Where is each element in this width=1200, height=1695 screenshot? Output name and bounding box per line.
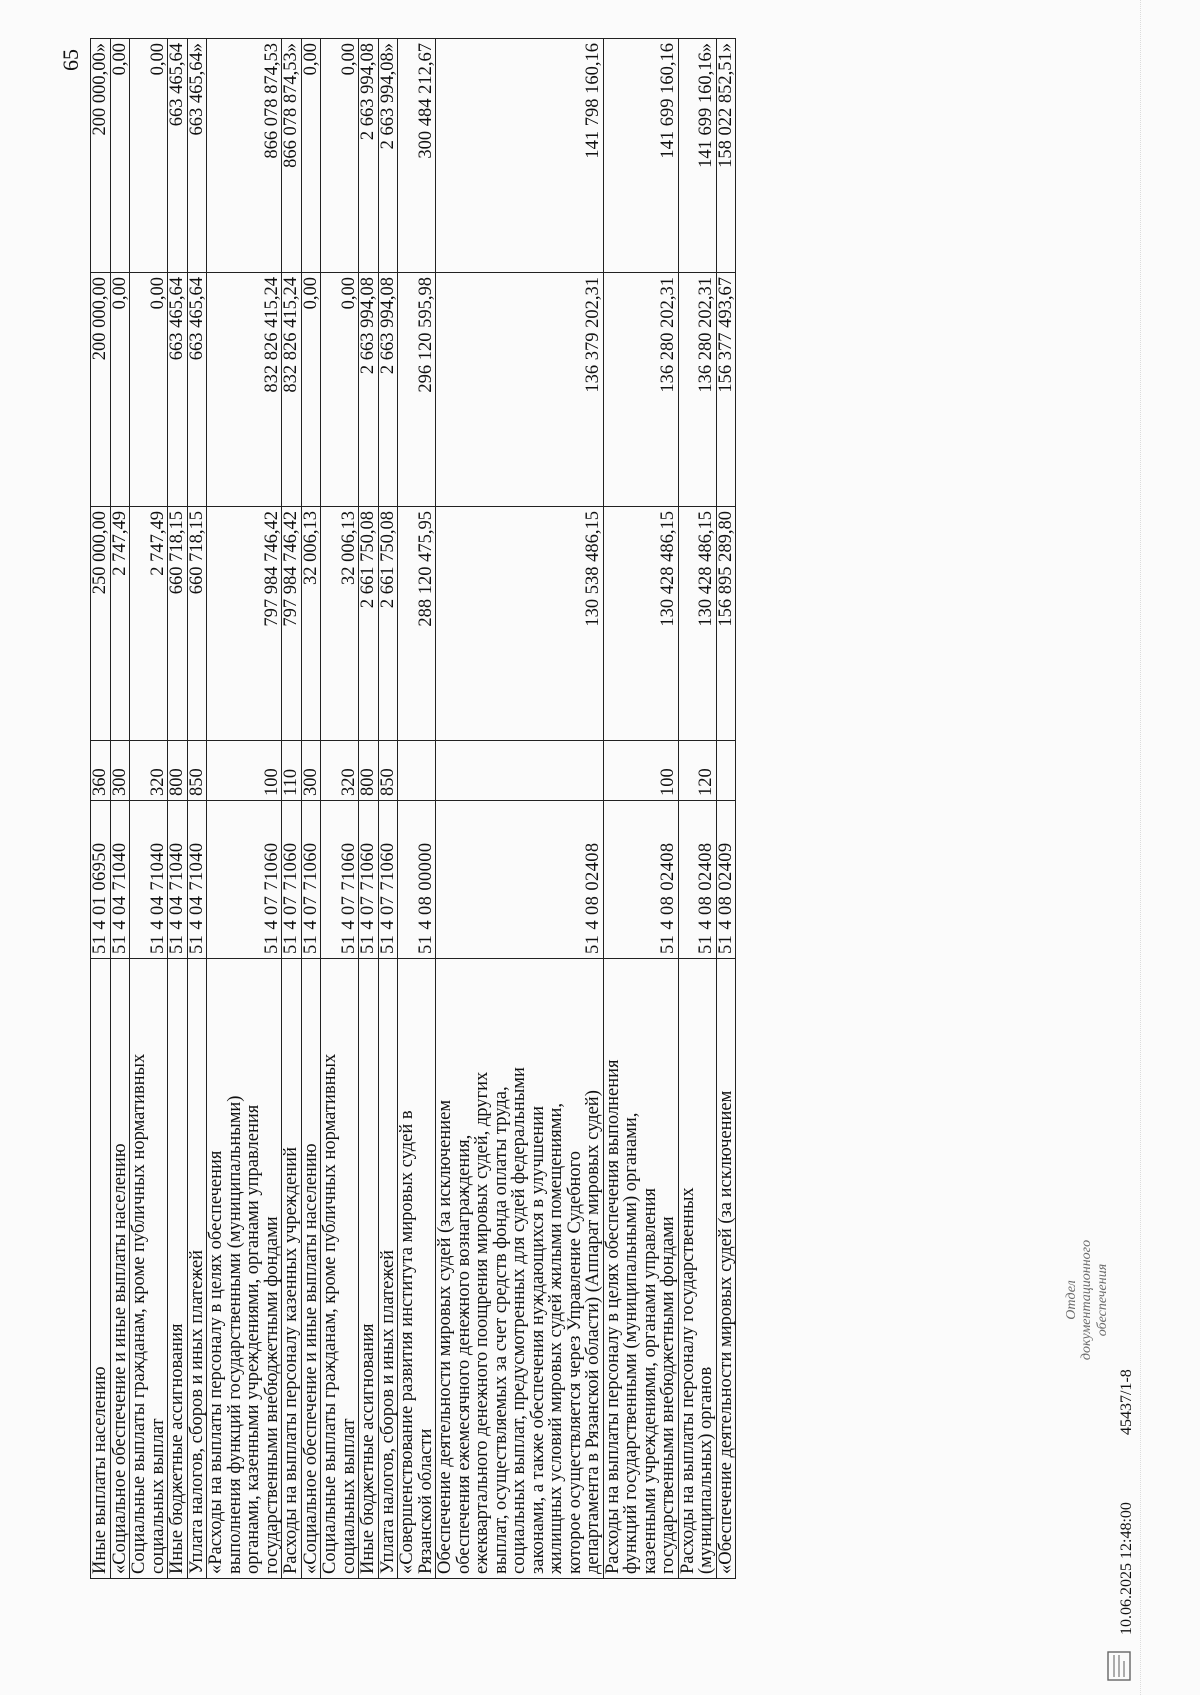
table-row bbox=[187, 39, 207, 1579]
expense-type-cell: 300 bbox=[110, 741, 130, 801]
target-article-code-cell: 51 4 07 71060 bbox=[207, 801, 282, 959]
department-stamp-text: Отдел документационного обеспечения bbox=[1064, 1239, 1110, 1361]
row-name-cell: «Социальное обеспечение и иные выплаты населению bbox=[110, 959, 130, 1579]
row-name-cell: Уплата налогов, сборов и иных платежей bbox=[378, 959, 398, 1579]
amount-year-1-cell: 660 718,15 bbox=[187, 507, 207, 741]
target-article-code-cell: 51 4 08 02409 bbox=[716, 801, 736, 959]
table-row bbox=[603, 39, 678, 1579]
row-name-cell: Иные бюджетные ассигнования bbox=[168, 959, 188, 1579]
expense-type-cell: 320 bbox=[321, 741, 359, 801]
budget-table-body bbox=[91, 39, 736, 1579]
document-stamp-icon bbox=[1102, 1649, 1136, 1683]
amount-year-1-cell: 797 984 746,42 bbox=[282, 507, 302, 741]
table-row bbox=[359, 39, 379, 1579]
target-article-code-cell: 51 4 08 02408 bbox=[436, 801, 604, 959]
expense-type-cell bbox=[716, 741, 736, 801]
target-article-code-cell: 51 4 04 71040 bbox=[110, 801, 130, 959]
amount-year-3-cell: 141 798 160,16 bbox=[436, 39, 604, 273]
expense-type-cell bbox=[398, 741, 436, 801]
expense-type-cell: 800 bbox=[168, 741, 188, 801]
target-article-code-cell: 51 4 04 71040 bbox=[187, 801, 207, 959]
amount-year-1-cell: 130 428 486,15 bbox=[603, 507, 678, 741]
row-name-cell: «Совершенствование развития института мировых судей в Рязанской области bbox=[398, 959, 436, 1579]
expense-type-cell: 320 bbox=[130, 741, 168, 801]
amount-year-3-cell: 0,00 bbox=[130, 39, 168, 273]
amount-year-1-cell: 797 984 746,42 bbox=[207, 507, 282, 741]
target-article-code-cell: 51 4 04 71040 bbox=[168, 801, 188, 959]
expense-type-cell: 300 bbox=[301, 741, 321, 801]
table-row bbox=[282, 39, 302, 1579]
table-row bbox=[678, 39, 716, 1579]
target-article-code-cell: 51 4 07 71060 bbox=[359, 801, 379, 959]
row-name-cell: «Социальное обеспечение и иные выплаты населению bbox=[301, 959, 321, 1579]
target-article-code-cell: 51 4 07 71060 bbox=[378, 801, 398, 959]
amount-year-1-cell: 130 538 486,15 bbox=[436, 507, 604, 741]
expense-type-cell: 850 bbox=[187, 741, 207, 801]
amount-year-1-cell: 660 718,15 bbox=[168, 507, 188, 741]
amount-year-1-cell: 2 661 750,08 bbox=[378, 507, 398, 741]
footer-date: 10.06.2025 12:48:00 bbox=[1118, 1502, 1135, 1635]
amount-year-2-cell: 136 280 202,31 bbox=[603, 273, 678, 507]
table-row bbox=[436, 39, 604, 1579]
amount-year-2-cell: 832 826 415,24 bbox=[282, 273, 302, 507]
table-row bbox=[91, 39, 111, 1579]
amount-year-3-cell: 663 465,64 bbox=[168, 39, 188, 273]
expense-type-cell: 110 bbox=[282, 741, 302, 801]
amount-year-3-cell: 158 022 852,51» bbox=[716, 39, 736, 273]
row-name-cell: Расходы на выплаты персоналу в целях обеспечения выполнения функций государственными (муниципальными) органами, казенными учреждениями, органами управления государственными внебюджетными фондами bbox=[603, 959, 678, 1579]
amount-year-3-cell: 663 465,64» bbox=[187, 39, 207, 273]
target-article-code-cell: 51 4 08 00000 bbox=[398, 801, 436, 959]
row-name-cell: Расходы на выплаты персоналу казенных учреждений bbox=[282, 959, 302, 1579]
amount-year-2-cell: 0,00 bbox=[301, 273, 321, 507]
target-article-code-cell: 51 4 08 02408 bbox=[678, 801, 716, 959]
table-row bbox=[716, 39, 736, 1579]
amount-year-2-cell: 2 663 994,08 bbox=[378, 273, 398, 507]
expense-type-cell: 120 bbox=[678, 741, 716, 801]
table-row bbox=[378, 39, 398, 1579]
amount-year-2-cell: 0,00 bbox=[110, 273, 130, 507]
table-row bbox=[321, 39, 359, 1579]
amount-year-1-cell: 130 428 486,15 bbox=[678, 507, 716, 741]
amount-year-3-cell: 141 699 160,16» bbox=[678, 39, 716, 273]
row-name-cell: Расходы на выплаты персоналу государственных (муниципальных) органов bbox=[678, 959, 716, 1579]
amount-year-1-cell: 156 895 289,80 bbox=[716, 507, 736, 741]
amount-year-2-cell: 0,00 bbox=[130, 273, 168, 507]
row-name-cell: Социальные выплаты гражданам, кроме публичных нормативных социальных выплат bbox=[130, 959, 168, 1579]
amount-year-3-cell: 0,00 bbox=[301, 39, 321, 273]
table-row bbox=[301, 39, 321, 1579]
amount-year-2-cell: 832 826 415,24 bbox=[207, 273, 282, 507]
target-article-code-cell: 51 4 04 71040 bbox=[130, 801, 168, 959]
table-row bbox=[207, 39, 282, 1579]
amount-year-3-cell: 0,00 bbox=[110, 39, 130, 273]
target-article-code-cell: 51 4 08 02408 bbox=[603, 801, 678, 959]
target-article-code-cell: 51 4 01 06950 bbox=[91, 801, 111, 959]
amount-year-3-cell: 0,00 bbox=[321, 39, 359, 273]
row-name-cell: Иные бюджетные ассигнования bbox=[359, 959, 379, 1579]
amount-year-1-cell: 2 661 750,08 bbox=[359, 507, 379, 741]
table-row bbox=[130, 39, 168, 1579]
amount-year-3-cell: 141 699 160,16 bbox=[603, 39, 678, 273]
page-number: 65 bbox=[58, 49, 83, 71]
row-name-cell: Уплата налогов, сборов и иных платежей bbox=[187, 959, 207, 1579]
amount-year-2-cell: 663 465,64 bbox=[168, 273, 188, 507]
row-name-cell: Иные выплаты населению bbox=[91, 959, 111, 1579]
amount-year-1-cell: 288 120 475,95 bbox=[398, 507, 436, 741]
amount-year-2-cell: 663 465,64 bbox=[187, 273, 207, 507]
expense-type-cell: 850 bbox=[378, 741, 398, 801]
amount-year-2-cell: 200 000,00 bbox=[91, 273, 111, 507]
scan-artifact-line bbox=[1140, 0, 1153, 1695]
amount-year-2-cell: 296 120 595,98 bbox=[398, 273, 436, 507]
footer-document-number: 45437/1-8 bbox=[1118, 1369, 1135, 1435]
row-name-cell: Социальные выплаты гражданам, кроме публичных нормативных социальных выплат bbox=[321, 959, 359, 1579]
target-article-code-cell: 51 4 07 71060 bbox=[321, 801, 359, 959]
table-row bbox=[398, 39, 436, 1579]
target-article-code-cell: 51 4 07 71060 bbox=[282, 801, 302, 959]
amount-year-3-cell: 2 663 994,08» bbox=[378, 39, 398, 273]
amount-year-3-cell: 300 484 212,67 bbox=[398, 39, 436, 273]
amount-year-2-cell: 156 377 493,67 bbox=[716, 273, 736, 507]
amount-year-1-cell: 2 747,49 bbox=[110, 507, 130, 741]
amount-year-3-cell: 2 663 994,08 bbox=[359, 39, 379, 273]
amount-year-2-cell: 2 663 994,08 bbox=[359, 273, 379, 507]
expense-type-cell bbox=[436, 741, 604, 801]
row-name-cell: Обеспечение деятельности мировых судей (за исключением обеспечения ежемесячного денежного вознаграждения, ежеквартального денежного поощрения мировых судей, других выплат, осуществляемых за счет средств фонда оплаты труда, социальных выплат, предусмотренных для судей федеральными законами, а также обеспечения нуждающихся в улучшении жилищных условий мировых судей жилыми помещениями, которое осуществляется через Управление Судебного департамента в Рязанской области) (Аппарат мировых судей) bbox=[436, 959, 604, 1579]
row-name-cell: «Расходы на выплаты персоналу в целях обеспечения выполнения функций государственными (муниципальными) органами, казенными учреждениями, органами управления государственными внебюджетными фондами bbox=[207, 959, 282, 1579]
table-row bbox=[110, 39, 130, 1579]
budget-table bbox=[90, 38, 736, 1579]
expense-type-cell: 360 bbox=[91, 741, 111, 801]
amount-year-1-cell: 32 006,13 bbox=[321, 507, 359, 741]
expense-type-cell: 100 bbox=[207, 741, 282, 801]
amount-year-2-cell: 0,00 bbox=[321, 273, 359, 507]
expense-type-cell: 100 bbox=[603, 741, 678, 801]
amount-year-3-cell: 866 078 874,53 bbox=[207, 39, 282, 273]
amount-year-1-cell: 250 000,00 bbox=[91, 507, 111, 741]
amount-year-3-cell: 866 078 874,53» bbox=[282, 39, 302, 273]
amount-year-1-cell: 32 006,13 bbox=[301, 507, 321, 741]
target-article-code-cell: 51 4 07 71060 bbox=[301, 801, 321, 959]
amount-year-1-cell: 2 747,49 bbox=[130, 507, 168, 741]
amount-year-3-cell: 200 000,00» bbox=[91, 39, 111, 273]
amount-year-2-cell: 136 379 202,31 bbox=[436, 273, 604, 507]
row-name-cell: «Обеспечение деятельности мировых судей (за исключением bbox=[716, 959, 736, 1579]
expense-type-cell: 800 bbox=[359, 741, 379, 801]
amount-year-2-cell: 136 280 202,31 bbox=[678, 273, 716, 507]
table-row bbox=[168, 39, 188, 1579]
